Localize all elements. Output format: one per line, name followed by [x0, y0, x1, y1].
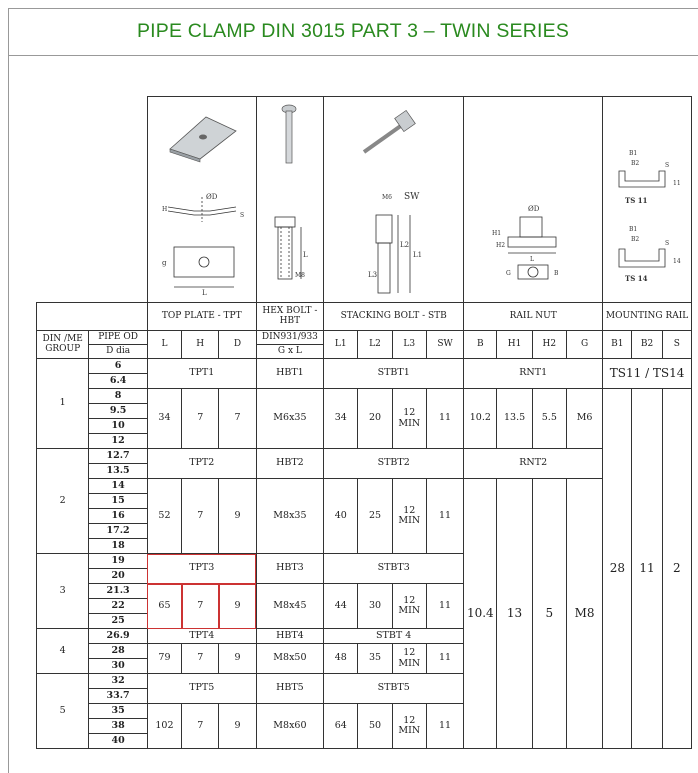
- rail-nut-drawing: [492, 205, 559, 279]
- svg-text:B: B: [554, 270, 559, 277]
- rnt-B: 10.2: [464, 389, 497, 449]
- pipe-od-cell: 33.7: [89, 689, 147, 704]
- col-H1: H1: [497, 331, 532, 359]
- svg-text:L: L: [302, 251, 308, 259]
- header-d-dia: D dia: [89, 345, 147, 359]
- tpt-H: 7: [182, 704, 219, 749]
- tpt-D: 9: [219, 479, 256, 554]
- hbt-code: HBT1: [256, 359, 324, 389]
- rnt-G: M6: [566, 389, 602, 449]
- stacking-bolt-diagram: [324, 97, 464, 303]
- svg-text:S: S: [665, 162, 670, 169]
- stb-L3: 12 MIN: [392, 389, 426, 449]
- hbt-code: HBT2: [256, 449, 324, 479]
- col-B2: B2: [632, 331, 662, 359]
- header-stacking-bolt: STACKING BOLT - STB: [324, 303, 464, 331]
- top-plate-diagram: [147, 97, 256, 303]
- svg-text:M8: M8: [294, 272, 305, 279]
- stb-L2: 35: [358, 644, 392, 674]
- stb-SW: 11: [426, 584, 463, 629]
- svg-text:H1: H1: [492, 230, 502, 237]
- pipe-od-cell: 14: [89, 479, 147, 494]
- col-B: B: [464, 331, 497, 359]
- group-cell: 5: [37, 674, 89, 749]
- svg-text:ØD: ØD: [205, 193, 218, 201]
- header-hex-bolt: HEX BOLT - HBT: [256, 303, 324, 331]
- svg-text:14: 14: [673, 258, 681, 265]
- pipe-od-cell: 40: [89, 734, 147, 749]
- stb-L1: 64: [324, 704, 358, 749]
- hbt-gxl: M8x50: [256, 644, 324, 674]
- hbt-gxl: M8x35: [256, 479, 324, 554]
- mounting-rail-code: TS11 / TS14: [603, 359, 692, 389]
- pipe-od-cell: 16: [89, 509, 147, 524]
- svg-text:M6: M6: [382, 194, 393, 201]
- svg-text:H: H: [161, 206, 168, 213]
- svg-text:L: L: [530, 256, 535, 263]
- header-blank: [37, 303, 148, 331]
- col-L: L: [147, 331, 181, 359]
- ts14-rail-drawing: [619, 226, 681, 283]
- pipe-od-cell: 17.2: [89, 524, 147, 539]
- stb-SW: 11: [426, 479, 463, 554]
- top-plate-top-view: [162, 247, 234, 297]
- pipe-od-cell: 32: [89, 674, 147, 689]
- col-D: D: [219, 331, 256, 359]
- stb-SW: 11: [426, 644, 463, 674]
- col-G: G: [566, 331, 602, 359]
- pipe-od-cell: 28: [89, 644, 147, 659]
- stb-L1: 40: [324, 479, 358, 554]
- stb-L2: 20: [358, 389, 392, 449]
- svg-text:TS 14: TS 14: [625, 274, 648, 283]
- group-cell: 2: [37, 449, 89, 554]
- col-L2: L2: [358, 331, 392, 359]
- header-din: DIN931/933: [256, 331, 324, 345]
- header-top-plate: TOP PLATE - TPT: [147, 303, 256, 331]
- rail-nut-diagram: [464, 97, 603, 303]
- rnt-H2: 5.5: [532, 389, 566, 449]
- hex-bolt-drawing: [275, 217, 308, 279]
- svg-text:B2: B2: [631, 160, 640, 167]
- hex-bolt-3d-icon: [282, 105, 296, 163]
- hbt-gxl: M8x60: [256, 704, 324, 749]
- mounting-rail-diagram: [603, 97, 692, 303]
- stb-SW: 11: [426, 704, 463, 749]
- mr-B1: 28: [603, 389, 632, 749]
- stb-code: STBT 4: [324, 629, 464, 644]
- top-plate-side-view: [162, 193, 244, 222]
- blank-corner: [37, 97, 148, 303]
- col-H: H: [182, 331, 219, 359]
- page-title: PIPE CLAMP DIN 3015 PART 3 – TWIN SERIES: [8, 8, 698, 56]
- col-L3: L3: [392, 331, 426, 359]
- pipe-od-cell: 30: [89, 659, 147, 674]
- stacking-bolt-3d-icon: [364, 110, 415, 152]
- svg-text:L2: L2: [400, 241, 410, 249]
- ts11-rail-drawing: [619, 150, 681, 205]
- tpt-D: 7: [219, 389, 256, 449]
- stb-L2: 50: [358, 704, 392, 749]
- tpt-code: TPT5: [147, 674, 256, 704]
- rnt-H1: 13: [497, 479, 532, 749]
- hbt-gxl: M8x45: [256, 584, 324, 629]
- col-L1: L1: [324, 331, 358, 359]
- pipe-od-cell: 13.5: [89, 464, 147, 479]
- tpt-D: 9: [219, 584, 256, 629]
- pipe-od-cell: 12.7: [89, 449, 147, 464]
- group-cell: 3: [37, 554, 89, 629]
- pipe-od-cell: 18: [89, 539, 147, 554]
- svg-text:L3: L3: [368, 271, 378, 279]
- tpt-H: 7: [182, 644, 219, 674]
- rnt-H2: 5: [532, 479, 566, 749]
- rnt-H1: 13.5: [497, 389, 532, 449]
- stb-L3: 12 MIN: [392, 704, 426, 749]
- stb-L3: 12 MIN: [392, 644, 426, 674]
- stb-SW: 11: [426, 389, 463, 449]
- mr-B2: 11: [632, 389, 662, 749]
- svg-text:11: 11: [673, 180, 681, 187]
- tpt-code: TPT4: [147, 629, 256, 644]
- pipe-od-cell: 8: [89, 389, 147, 404]
- hbt-code: HBT3: [256, 554, 324, 584]
- hbt-code: HBT5: [256, 674, 324, 704]
- pipe-od-cell: 6.4: [89, 374, 147, 389]
- svg-text:B1: B1: [629, 150, 638, 157]
- pipe-clamp-spec-table: [36, 96, 692, 749]
- pipe-od-cell: 15: [89, 494, 147, 509]
- svg-text:g: g: [161, 259, 167, 267]
- group-cell: 1: [37, 359, 89, 449]
- tpt-L: 34: [147, 389, 181, 449]
- tpt-H: 7: [182, 584, 219, 629]
- stb-code: STBT3: [324, 554, 464, 584]
- svg-text:G: G: [506, 270, 511, 277]
- hbt-code: HBT4: [256, 629, 324, 644]
- hbt-gxl: M6x35: [256, 389, 324, 449]
- header-gxl: G x L: [256, 345, 324, 359]
- pipe-od-cell: 38: [89, 719, 147, 734]
- pipe-od-cell: 20: [89, 569, 147, 584]
- tpt-code: TPT2: [147, 449, 256, 479]
- tpt-D: 9: [219, 644, 256, 674]
- col-H2: H2: [532, 331, 566, 359]
- pipe-od-cell: 21.3: [89, 584, 147, 599]
- stb-L2: 30: [358, 584, 392, 629]
- rnt-B: 10.4: [464, 479, 497, 749]
- mr-S: 2: [662, 389, 691, 749]
- tpt-L: 102: [147, 704, 181, 749]
- tpt-H: 7: [182, 389, 219, 449]
- svg-text:B2: B2: [631, 236, 640, 243]
- rnt-G: M8: [566, 479, 602, 749]
- pipe-od-cell: 25: [89, 614, 147, 629]
- pipe-od-cell: 12: [89, 434, 147, 449]
- pipe-od-cell: 19: [89, 554, 147, 569]
- stb-L1: 44: [324, 584, 358, 629]
- header-group: DIN /ME GROUP: [37, 331, 89, 359]
- svg-text:L: L: [201, 289, 207, 297]
- header-pipe-od: PIPE OD: [89, 331, 147, 345]
- header-mounting-rail: MOUNTING RAIL: [603, 303, 692, 331]
- rnt-code: RNT1: [464, 359, 603, 389]
- pipe-od-cell: 26.9: [89, 629, 147, 644]
- svg-text:H2: H2: [496, 242, 506, 249]
- stb-L3: 12 MIN: [392, 479, 426, 554]
- tpt-L: 65: [147, 584, 181, 629]
- pipe-od-cell: 35: [89, 704, 147, 719]
- stb-code: STBT2: [324, 449, 464, 479]
- pipe-od-cell: 22: [89, 599, 147, 614]
- tpt-L: 52: [147, 479, 181, 554]
- svg-text:ØD: ØD: [528, 205, 540, 213]
- pipe-od-cell: 9.5: [89, 404, 147, 419]
- stb-code: STBT5: [324, 674, 464, 704]
- pipe-od-cell: 6: [89, 359, 147, 374]
- svg-text:SW: SW: [404, 192, 420, 202]
- svg-text:S: S: [239, 212, 244, 219]
- header-rail-nut: RAIL NUT: [464, 303, 603, 331]
- svg-text:B1: B1: [629, 226, 638, 233]
- svg-text:L1: L1: [413, 251, 423, 259]
- tpt-L: 79: [147, 644, 181, 674]
- col-B1: B1: [603, 331, 632, 359]
- col-SW: SW: [426, 331, 463, 359]
- stb-L3: 12 MIN: [392, 584, 426, 629]
- pipe-od-cell: 10: [89, 419, 147, 434]
- stb-code: STBT1: [324, 359, 464, 389]
- tpt-code: TPT1: [147, 359, 256, 389]
- stb-L2: 25: [358, 479, 392, 554]
- stb-L1: 34: [324, 389, 358, 449]
- svg-text:TS 11: TS 11: [625, 196, 648, 205]
- group-cell: 4: [37, 629, 89, 674]
- rnt-code: RNT2: [464, 449, 603, 479]
- hex-bolt-diagram: [256, 97, 324, 303]
- tpt-H: 7: [182, 479, 219, 554]
- top-plate-3d-icon: [170, 117, 236, 162]
- col-S: S: [662, 331, 691, 359]
- stacking-bolt-drawing: [368, 192, 422, 293]
- tpt-code: TPT3: [147, 554, 256, 584]
- tpt-D: 9: [219, 704, 256, 749]
- stb-L1: 48: [324, 644, 358, 674]
- svg-text:S: S: [665, 240, 670, 247]
